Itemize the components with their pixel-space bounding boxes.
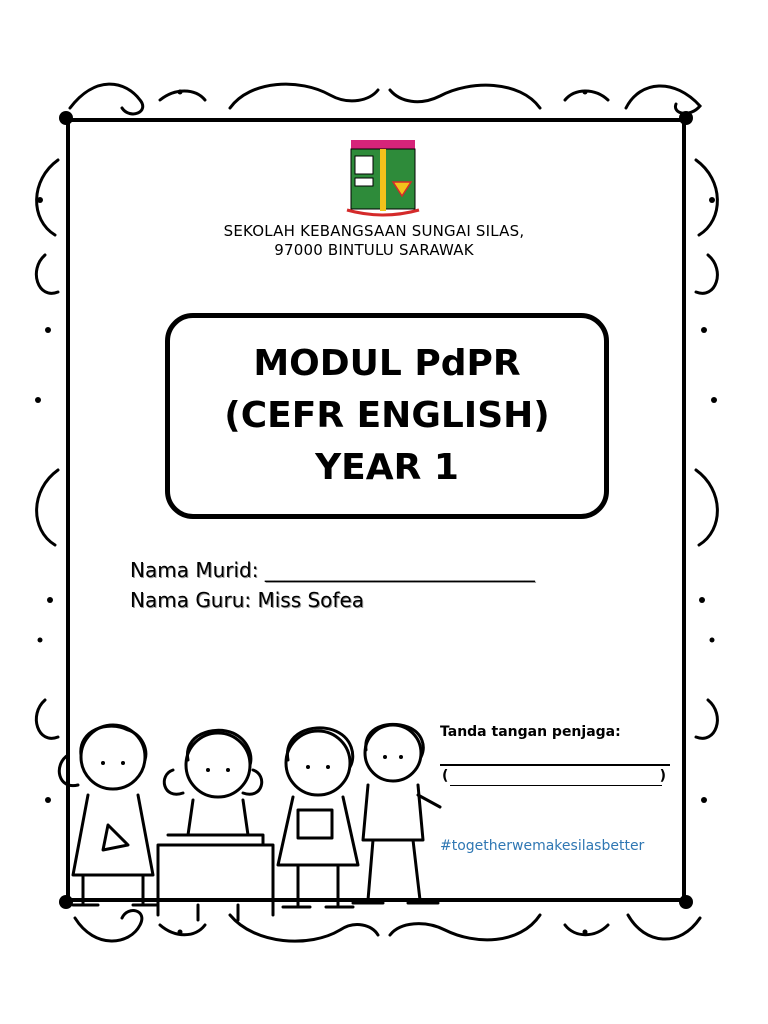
name-fields <box>130 555 650 615</box>
signature-line <box>440 764 670 766</box>
open-paren: ( <box>442 768 449 784</box>
module-year: YEAR 1 <box>315 447 459 488</box>
guardian-signature <box>440 722 672 786</box>
close-paren: ) <box>659 768 666 784</box>
hashtag: #togetherwemakesilasbetter <box>440 838 645 854</box>
teacher-name-field: Nama Guru: Miss Sofea <box>130 588 365 612</box>
student-name-field: Nama Murid: ___________________________ <box>130 558 535 582</box>
module-title-box <box>165 313 609 519</box>
guardian-signature-label: Tanda tangan penjaga: <box>440 724 621 740</box>
school-name: SEKOLAH KEBANGSAAN SUNGAI SILAS, <box>223 222 525 240</box>
module-subject: (CEFR ENGLISH) <box>224 395 550 436</box>
school-address <box>150 222 598 260</box>
school-location: 97000 BINTULU SARAWAK <box>274 241 474 259</box>
module-title: MODUL PdPR <box>253 343 521 384</box>
children-reading-illustration <box>48 715 448 925</box>
guardian-name-brackets <box>440 768 672 788</box>
school-crest-icon <box>345 138 421 218</box>
